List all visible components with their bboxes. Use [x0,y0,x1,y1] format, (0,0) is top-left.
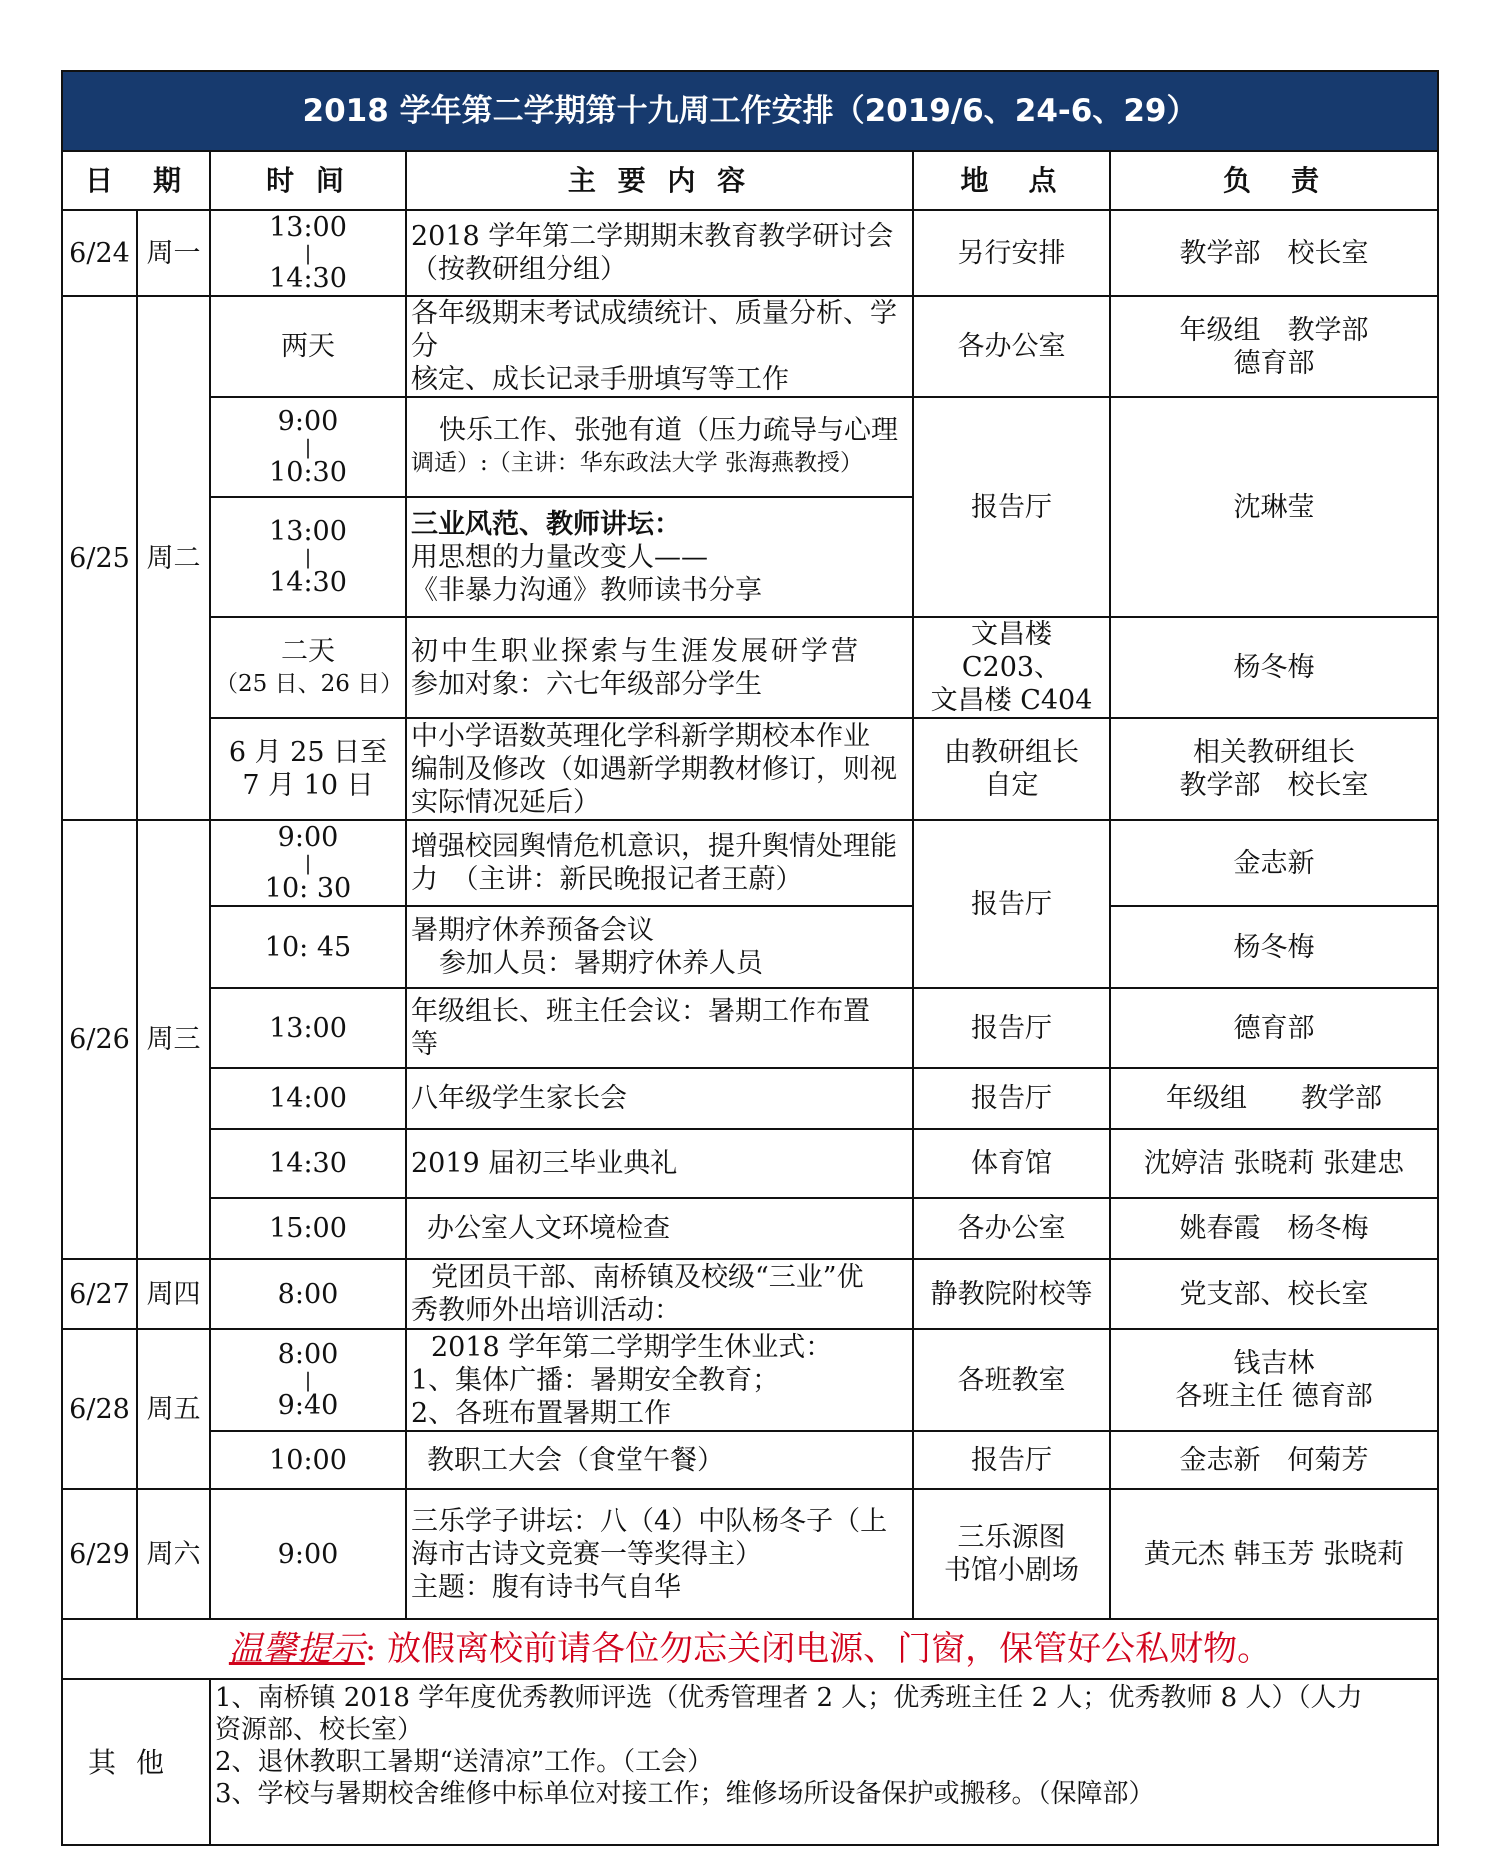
table-row [62,1431,1438,1489]
weekday-cell: 周四 [137,1259,210,1329]
place-cell: 静教院附校等 [913,1259,1110,1329]
weekday-cell: 周二 [137,296,210,820]
owner-cell: 德育部 [1110,988,1438,1068]
time-line: 7 月 10 日 [242,770,374,801]
time-cell [210,718,406,820]
weekday-cell: 周三 [137,820,210,1259]
content-line: 主题：腹有诗书气自华 [411,1571,681,1603]
place-line: 由教研组长 [944,737,1079,768]
table-row [62,1329,1438,1431]
other-item: 1、南桥镇 2018 学年度优秀教师评选（优秀管理者 2 人；优秀班主任 2 人；优秀教师 8 人）（人力 [215,1683,1363,1713]
warm-tip-label: 温馨提示 [228,1628,365,1669]
content-line: 中小学语数英理化学科新学期校本作业 [411,720,870,752]
other-item: 3、学校与暑期校舍维修中标单位对接工作；维修场所设备保护或搬移。（保障部） [215,1779,1155,1809]
weekday-cell: 周一 [137,210,210,296]
time-separator: | [304,435,312,459]
time-cell [210,397,406,497]
other-label: 其他 [62,1679,210,1845]
content-cell [406,1259,913,1329]
content-line: 三乐学子讲坛：八（4）中队杨冬子（上 [411,1505,888,1537]
time-end: 10:30 [269,457,347,488]
warm-tip-text: 放假离校前请各位勿忘关闭电源、门窗，保管好公私财物。 [376,1628,1272,1669]
place-cell: 报告厅 [913,397,1110,617]
date-cell: 6/25 [62,296,137,820]
time-cell [210,617,406,718]
place-line: 文昌楼 C203、 [961,619,1062,683]
header-place: 地 点 [913,151,1110,210]
content-line: 参加人员：暑期疗休养人员 [439,948,763,979]
table-row [62,988,1438,1068]
place-line: 文昌楼 C404 [930,685,1093,716]
content-cell: 八年级学生家长会 [406,1068,913,1129]
content-line: 用思想的力量改变人—— [411,541,708,573]
time-separator: | [304,241,312,265]
content-line: 2、各班布置暑期工作 [411,1397,672,1429]
place-line: 自定 [984,770,1039,801]
content-cell [406,906,913,988]
time-line: 二天 [281,635,335,667]
time-cell [210,210,406,296]
time-line: （25 日、26 日） [215,670,404,697]
time-cell: 13:00 [210,988,406,1068]
content-line: 暑期疗休养预备会议 [411,915,654,946]
owner-line: 德育部 [1233,347,1315,379]
content-cell [406,988,913,1068]
place-cell: 报告厅 [913,988,1110,1068]
place-line: 书馆小剧场 [944,1555,1079,1586]
time-cell: 10:00 [210,1431,406,1489]
time-cell: 两天 [210,296,406,397]
table-row [62,906,1438,988]
owner-line: 相关教研组长 [1193,737,1355,768]
content-cell: 办公室人文环境检查 [406,1198,913,1259]
table-row [62,718,1438,820]
time-cell: 10: 45 [210,906,406,988]
table-row [62,397,1438,497]
owner-cell: 黄元杰 韩玉芳 张晓莉 [1110,1489,1438,1619]
place-cell: 另行安排 [913,210,1110,296]
content-line: 党团员干部、南桥镇及校级“三业”优 [431,1262,864,1293]
place-cell [913,617,1110,718]
content-cell [406,617,913,718]
time-cell: 14:30 [210,1129,406,1198]
time-start: 13:00 [269,516,347,547]
warm-tip [62,1619,1438,1679]
date-cell: 6/28 [62,1329,137,1489]
owner-cell: 金志新 [1110,820,1438,906]
table-row [62,1489,1438,1619]
time-cell: 15:00 [210,1198,406,1259]
owner-line: 教学部 校长室 [1179,770,1369,801]
place-cell: 各办公室 [913,296,1110,397]
time-line: 6 月 25 日至 [228,737,388,768]
header-owner: 负 责 [1110,151,1438,210]
owner-cell: 沈婷洁 张晓莉 张建忠 [1110,1129,1438,1198]
time-end: 14:30 [269,567,347,598]
content-line: 年级组长、班主任会议：暑期工作布置 [411,996,870,1027]
warm-tip-colon: : [364,1628,377,1669]
content-line: 快乐工作、张弛有道（压力疏导与心理 [439,415,898,446]
owner-cell: 杨冬梅 [1110,906,1438,988]
header-content: 主 要 内 容 [406,151,913,210]
place-cell: 报告厅 [913,1431,1110,1489]
content-line: 《非暴力沟通》教师读书分享 [411,574,762,606]
content-cell: 2019 届初三毕业典礼 [406,1129,913,1198]
owner-cell [1110,1329,1438,1431]
owner-cell: 年级组 教学部 [1110,1068,1438,1129]
time-end: 14:30 [269,263,347,294]
other-item: 资源部、校长室） [215,1715,424,1745]
owner-cell: 教学部 校长室 [1110,210,1438,296]
time-cell: 14:00 [210,1068,406,1129]
place-cell [913,718,1110,820]
table-row [62,296,1438,397]
content-line: （按教研组分组） [411,254,627,285]
content-line: 2018 学年第二学期学生休业式： [431,1331,833,1363]
content-cell [406,397,913,497]
owner-line: 钱吉林 [1233,1348,1315,1379]
place-cell: 报告厅 [913,820,1110,988]
table-row [62,1068,1438,1129]
content-cell [406,718,913,820]
content-line: 调适）:（主讲：华东政法大学 张海燕教授） [411,450,864,476]
place-cell [913,1489,1110,1619]
place-cell: 报告厅 [913,1068,1110,1129]
content-line: 参加对象：六七年级部分学生 [411,668,762,700]
time-separator: | [304,545,312,569]
table-row [62,820,1438,906]
content-line: 秀教师外出培训活动： [411,1295,681,1326]
schedule-table [61,70,1439,1846]
time-cell [210,497,406,617]
owner-cell: 沈琳莹 [1110,397,1438,617]
weekday-cell: 周六 [137,1489,210,1619]
content-cell: 教职工大会（食堂午餐） [406,1431,913,1489]
time-end: 9:40 [277,1390,339,1421]
place-cell: 体育馆 [913,1129,1110,1198]
weekday-cell: 周五 [137,1329,210,1489]
content-cell [406,1489,913,1619]
place-cell: 各班教室 [913,1329,1110,1431]
owner-cell [1110,296,1438,397]
owner-cell: 党支部、校长室 [1110,1259,1438,1329]
time-start: 13:00 [269,212,347,243]
content-line: 初中生职业探索与生涯发展研学营 [411,635,861,667]
time-start: 8:00 [277,1339,339,1370]
time-cell: 9:00 [210,1489,406,1619]
table-row [62,1259,1438,1329]
time-cell [210,1329,406,1431]
content-line: 实际情况延后） [411,786,600,818]
schedule-sheet [61,70,1437,1846]
content-cell [406,296,913,397]
table-row [62,617,1438,718]
time-separator: | [304,851,312,875]
time-start: 9:00 [277,822,339,853]
other-row [62,1679,1438,1845]
other-list [210,1679,1438,1845]
time-cell: 8:00 [210,1259,406,1329]
table-row [62,210,1438,296]
header-date: 日 期 [62,151,210,210]
owner-cell [1110,718,1438,820]
time-start: 9:00 [277,406,339,437]
date-cell: 6/27 [62,1259,137,1329]
content-line: 增强校园舆情危机意识，提升舆情处理能 [411,831,897,862]
content-line: 三业风范、教师讲坛： [411,508,681,540]
content-cell [406,497,913,617]
content-cell [406,820,913,906]
content-line: 1、集体广播：暑期安全教育； [411,1364,780,1396]
content-line: 力 （主讲：新民晚报记者王蔚） [411,864,803,895]
time-end: 10: 30 [264,873,352,904]
place-cell: 各办公室 [913,1198,1110,1259]
owner-cell: 金志新 何菊芳 [1110,1431,1438,1489]
content-line: 编制及修改（如遇新学期教材修订，则视 [411,753,897,785]
header-time: 时 间 [210,151,406,210]
owner-cell: 杨冬梅 [1110,617,1438,718]
page-title: 2018 学年第二学期第十九周工作安排（2019/6、24-6、29） [62,71,1438,151]
date-cell: 6/26 [62,820,137,1259]
time-cell [210,820,406,906]
table-row [62,1198,1438,1259]
content-line: 各年级期末考试成绩统计、质量分析、学分 [411,298,897,362]
place-line: 三乐源图 [957,1522,1066,1553]
owner-line: 各班主任 德育部 [1175,1381,1373,1412]
content-cell [406,1329,913,1431]
date-cell: 6/29 [62,1489,137,1619]
content-line: 等 [411,1029,438,1060]
date-cell: 6/24 [62,210,137,296]
content-line: 核定、成长记录手册填写等工作 [411,364,789,395]
content-line: 海市古诗文竞赛一等奖得主） [411,1538,762,1570]
content-line: 2018 学年第二学期期末教育教学研讨会 [411,221,894,252]
owner-line: 年级组 教学部 [1179,314,1369,346]
time-separator: | [304,1368,312,1392]
content-cell [406,210,913,296]
owner-cell: 姚春霞 杨冬梅 [1110,1198,1438,1259]
other-item: 2、退休教职工暑期“送清凉”工作。（工会） [215,1747,714,1777]
table-row [62,1129,1438,1198]
